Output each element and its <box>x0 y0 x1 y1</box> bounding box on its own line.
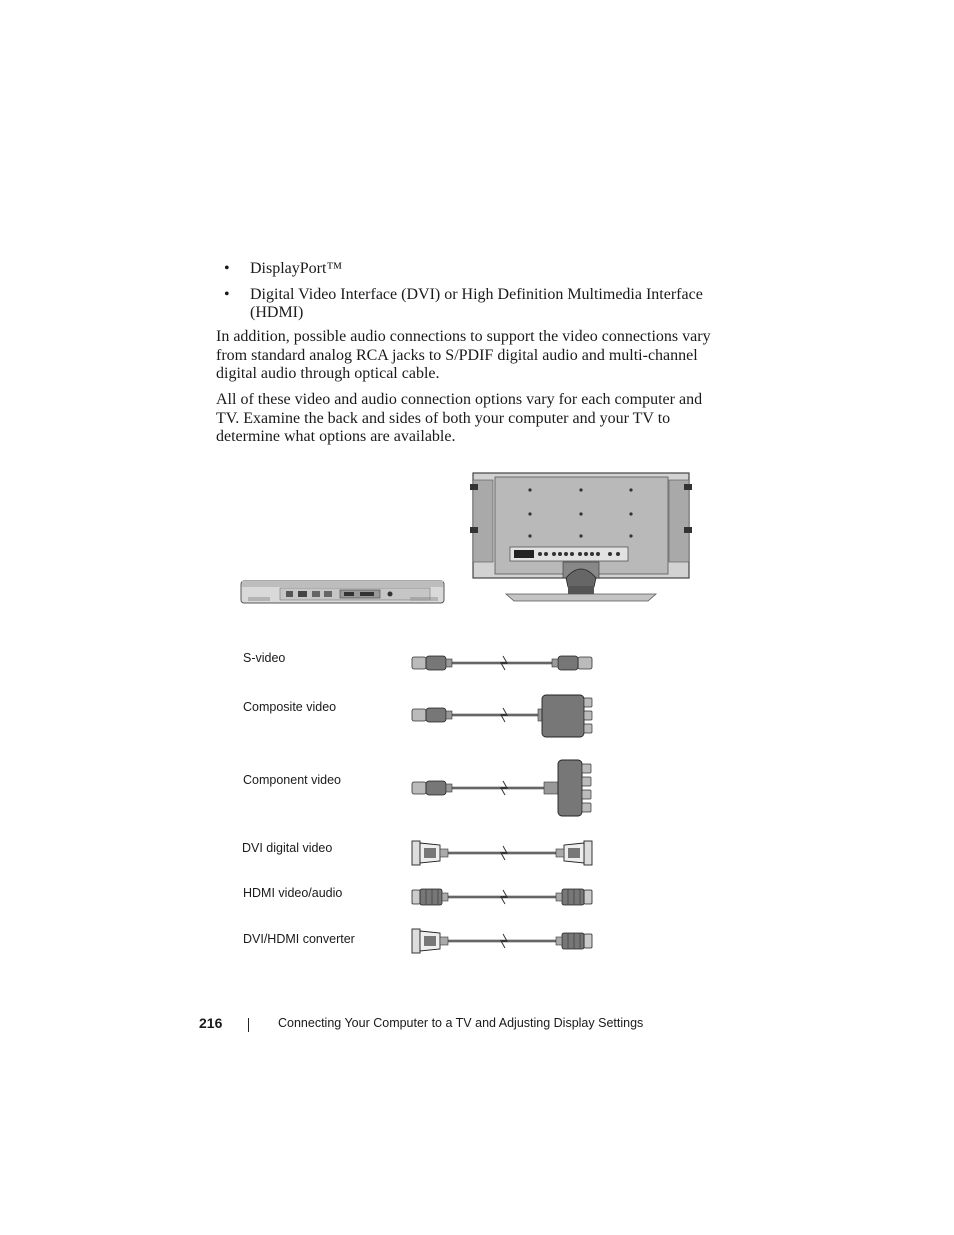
cable-label-composite: Composite video <box>243 700 337 714</box>
footer-title: Connecting Your Computer to a TV and Adjusting Display Settings <box>278 1016 644 1030</box>
hdmi-cable-icon <box>410 886 594 908</box>
footer-divider <box>248 1018 249 1032</box>
laptop-rear-icon <box>240 580 446 606</box>
cable-label-component: Component video <box>243 773 341 787</box>
paragraph-options: All of these video and audio connection options vary for each computer and TV. Examine the back and sides of both your computer and your TV to determine what options are available. <box>216 391 703 445</box>
bullet-item: • Digital Video Interface (DVI) or High Definition Multimedia Interface (HDMI) <box>224 285 703 321</box>
tv-rear-icon <box>470 472 692 602</box>
cable-label-dvi: DVI digital video <box>242 841 333 855</box>
paragraph-audio: In addition, possible audio connections to support the video connections vary from standard analog RCA jacks to S/PDIF digital audio and multi-channel digital audio through optical cable. <box>216 328 711 382</box>
bullet-text: DisplayPort™ <box>250 260 343 277</box>
composite-video-cable-icon <box>410 692 594 740</box>
cable-label-dvi-hdmi: DVI/HDMI converter <box>243 932 355 946</box>
bullet-text: Digital Video Interface (DVI) or High Definition Multimedia Interface (HDMI) <box>250 285 703 321</box>
dvi-cable-icon <box>410 838 594 868</box>
page-number: 216 <box>199 1015 223 1031</box>
dvi-hdmi-converter-cable-icon <box>410 926 594 956</box>
cable-label-hdmi: HDMI video/audio <box>243 886 343 900</box>
cable-label-s-video: S-video <box>243 651 286 665</box>
bullet-item: • DisplayPort™ <box>224 260 343 277</box>
bullet-list <box>216 260 716 330</box>
component-video-cable-icon <box>410 758 594 818</box>
s-video-cable-icon <box>410 652 594 674</box>
